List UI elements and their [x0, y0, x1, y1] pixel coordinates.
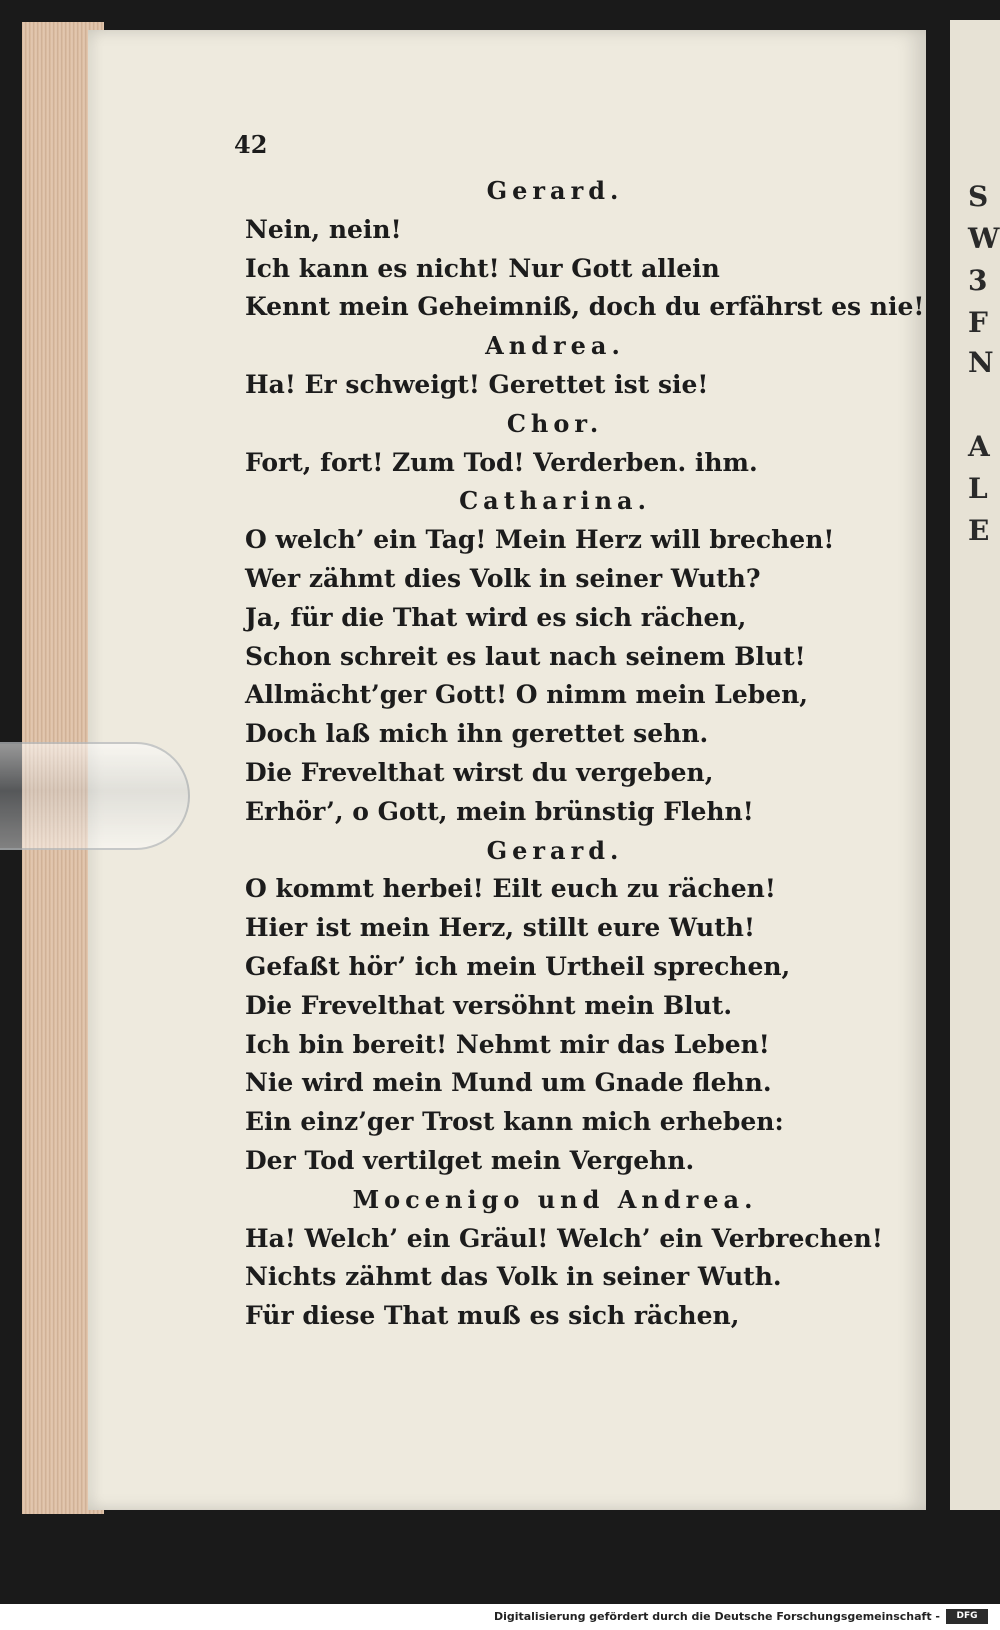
next-page-fragment: E	[968, 514, 990, 547]
verse-line: Ich bin bereit! Nehmt mir das Leben!	[245, 1029, 770, 1059]
page-text	[245, 172, 925, 1336]
footer-credit: Digitalisierung gefördert durch die Deutsche Forschungsgemeinschaft -	[493, 1610, 940, 1623]
verse-line: Erhör’, o Gott, mein brünstig Flehn!	[245, 796, 754, 826]
verse-line: Hier ist mein Herz, stillt eure Wuth!	[245, 913, 755, 943]
verse-line: Wer zähmt dies Volk in seiner Wuth?	[245, 563, 761, 593]
verse-line: Kennt mein Geheimniß, doch du erfährst es nie!	[245, 292, 925, 322]
next-page-fragment: S	[968, 180, 989, 213]
verse-line: Fort, fort! Zum Tod! Verderben. ihm.	[245, 447, 758, 477]
speaker-name: Andrea.	[485, 331, 625, 361]
page-holder-spatula	[0, 742, 190, 850]
verse-line: Ein einz’ger Trost kann mich erheben:	[245, 1107, 784, 1137]
dfg-logo: DFG	[946, 1609, 988, 1624]
verse-line: Ha! Er schweigt! Gerettet ist sie!	[245, 369, 709, 399]
speaker-name: Chor.	[506, 408, 604, 438]
verse-line: Gefaßt hör’ ich mein Urtheil sprechen,	[245, 951, 791, 981]
next-page-fragment: F	[968, 306, 988, 339]
verse-line: Nichts zähmt das Volk in seiner Wuth.	[245, 1262, 782, 1292]
verse-line: Ich kann es nicht! Nur Gott allein	[245, 253, 720, 283]
verse-line: O welch’ ein Tag! Mein Herz will brechen!	[245, 525, 835, 555]
verse-line: Die Frevelthat versöhnt mein Blut.	[245, 990, 733, 1020]
verse-line: Ha! Welch’ ein Gräul! Welch’ ein Verbrechen!	[245, 1223, 883, 1253]
next-page-fragment: W	[968, 222, 1000, 255]
speaker-name: Gerard.	[486, 176, 624, 205]
next-page-edge	[950, 20, 1000, 1510]
speaker-name: Gerard.	[486, 835, 624, 865]
verse-line: Nie wird mein Mund um Gnade flehn.	[245, 1068, 772, 1098]
speaker-name: Catharina.	[459, 486, 651, 516]
next-page-fragment: A	[968, 430, 990, 463]
verse-line: Ja, für die That wird es sich rächen,	[245, 602, 747, 632]
next-page-fragment: L	[968, 472, 988, 505]
verse-line: Die Frevelthat wirst du vergeben,	[245, 757, 714, 787]
verse-line: Allmächt’ger Gott! O nimm mein Leben,	[245, 680, 809, 710]
footer-bar	[0, 1604, 1000, 1630]
verse-line: O kommt herbei! Eilt euch zu rächen!	[245, 874, 776, 904]
verse-line: Der Tod vertilget mein Vergehn.	[245, 1145, 695, 1175]
verse-line: Nein, nein!	[245, 214, 402, 244]
verse-line: Schon schreit es laut nach seinem Blut!	[245, 641, 806, 671]
verse-line: Für diese That muß es sich rächen,	[245, 1301, 740, 1331]
speaker-name: Mocenigo und Andrea.	[352, 1184, 758, 1214]
next-page-fragment: N	[968, 346, 994, 379]
verse-line: Doch laß mich ihn gerettet sehn.	[245, 719, 709, 749]
page-number: 42	[234, 130, 268, 159]
next-page-fragment: 3	[968, 264, 988, 297]
